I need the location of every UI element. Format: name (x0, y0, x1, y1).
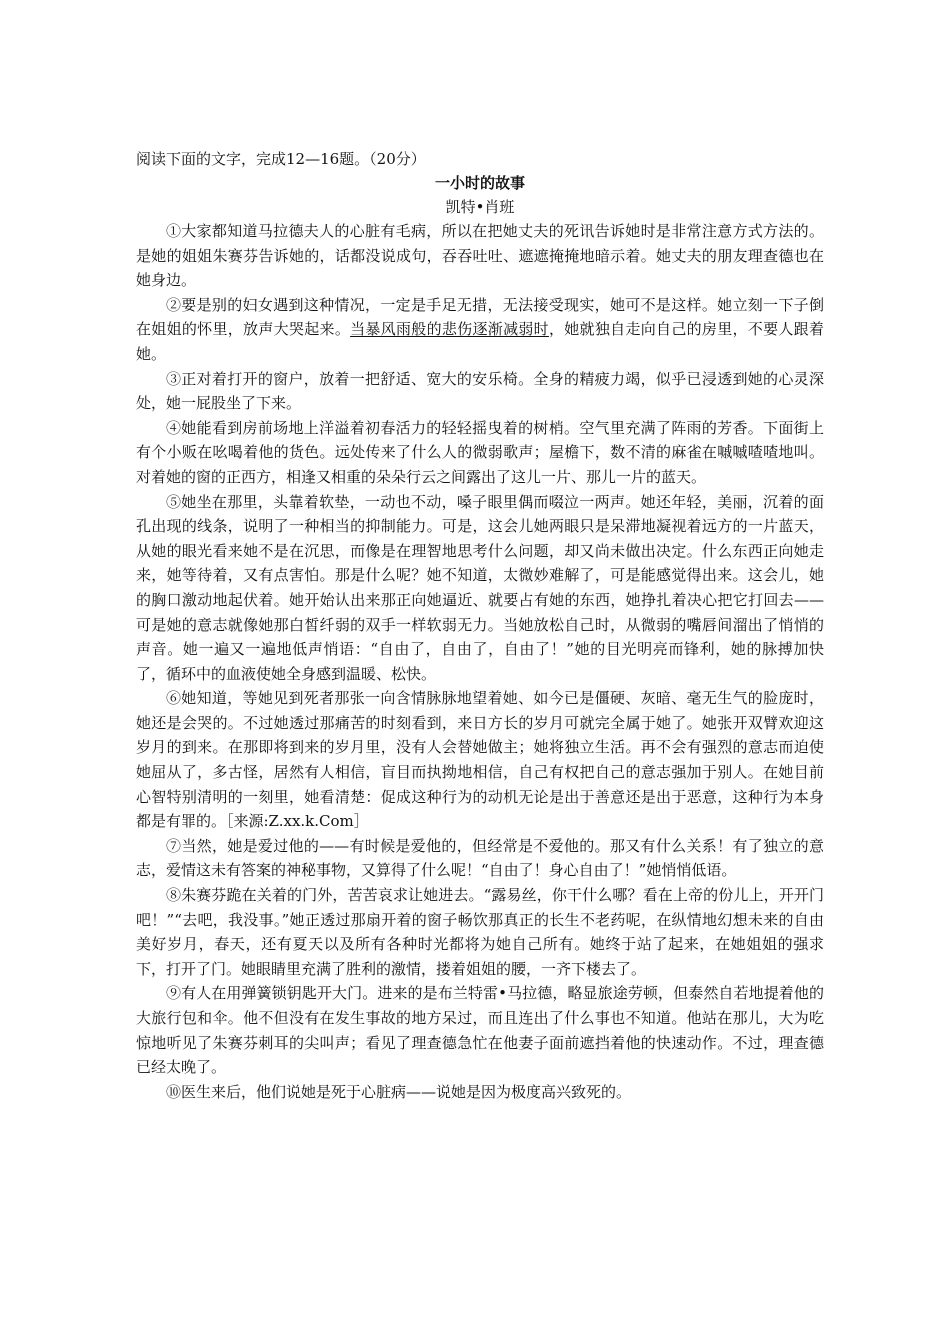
paragraph-8: ⑧朱赛芬跪在关着的门外，苦苦哀求让她进去。“露易丝，你干什么哪？看在上帝的份儿上，开开门吧！”“去吧，我没事。”她正透过那扇开着的窗子畅饮那真正的长生不老药呢，在纵情地幻想未来的自由美好岁月，春天，还有夏天以及所有各种时光都将为她自己所有。她终于站了起来，在她姐姐的强求下，打开了门。她眼睛里充满了胜利的激情，搂着姐姐的腰，一齐下楼去了。 (136, 886, 824, 978)
paragraph-7: ⑦当然，她是爱过他的——有时候是爱他的，但经常是不爱他的。那又有什么关系！有了独立的意志，爱情这未有答案的神秘事物，又算得了什么呢！“自由了！身心自由了！”她悄悄低语。 (136, 836, 824, 880)
story-title: 一小时的故事 (434, 174, 525, 192)
paragraph-6: ⑥她知道，等她见到死者那张一向含情脉脉地望着她、如今已是僵硬、灰暗、毫无生气的脸庞时，她还是会哭的。不过她透过那痛苦的时刻看到，来日方长的岁月可就完全属于她了。她张开双臂欢迎这岁月的到来。在那即将到来的岁月里，没有人会替她做主；她将独立生活。再不会有强烈的意志而迫使她屈从了，多古怪，居然有人相信，盲目而执拗地相信，自己有权把自己的意志强加于别人。在她目前心智特别清明的一刻里，她看清楚：促成这种行为的动机无论是出于善意还是出于恶意，这种行为本身都是有罪的。［来源:Z.xx.k.Com］ (136, 689, 824, 831)
paragraph-2 (136, 293, 824, 367)
document-page (136, 147, 824, 1104)
paragraph-1: ①大家都知道马拉德夫人的心脏有毛病，所以在把她丈夫的死讯告诉她时是非常注意方式方法的。是她的姐姐朱赛芬告诉她的，话都没说成句，吞吞吐吐、遮遮掩掩地暗示着。她丈夫的朋友理查德也在她身边。 (136, 222, 824, 290)
paragraph-3: ③正对着打开的窗户，放着一把舒适、宽大的安乐椅。全身的精疲力竭，似乎已浸透到她的心灵深处，她一屁股坐了下来。 (136, 369, 824, 413)
question-instruction: 阅读下面的文字，完成12—16题。（20分） (136, 150, 426, 168)
underlined-sentence: 当暴风雨般的悲伤逐渐减弱时 (350, 320, 549, 339)
story-author: 凯特•肖班 (445, 198, 515, 216)
paragraph-9: ⑨有人在用弹簧锁钥匙开大门。进来的是布兰特雷•马拉德，略显旅途劳顿，但泰然自若地提着他的大旅行包和伞。他不但没有在发生事故的地方呆过，而且连出了什么事也不知道。他站在那儿，大为吃惊地听见了朱赛芬刺耳的尖叫声；看见了理查德急忙在他妻子面前遮挡着他的快速动作。不过，理查德已经太晚了。 (136, 984, 824, 1077)
paragraph-2-text-before: ②要是别的妇女遇到这种情况，一定是手足无措，无法接受现实，她可不是这样。她立刻一下子倒在姐姐的怀里，放声大哭起来。 (136, 295, 824, 339)
paragraph-2-text-after: ，她就独自走向自己的房里，不要人跟着她。 (136, 320, 824, 363)
paragraph-10: ⑩医生来后，他们说她是死于心脏病——说她是因为极度高兴致死的。 (166, 1082, 632, 1101)
paragraph-4: ④她能看到房前场地上洋溢着初春活力的轻轻摇曳着的树梢。空气里充满了阵雨的芳香。下面街上有个小贩在吆喝着他的货色。远处传来了什么人的微弱歌声；屋檐下，数不清的麻雀在嘁嘁喳喳地叫。对着她的窗的正西方，相逢又相重的朵朵行云之间露出了这儿一片、那儿一片的蓝天。 (136, 418, 824, 486)
paragraph-5: ⑤她坐在那里，头靠着软垫，一动也不动，嗓子眼里偶而啜泣一两声。她还年轻，美丽，沉着的面孔出现的线条，说明了一种相当的抑制能力。可是，这会儿她两眼只是呆滞地凝视着远方的一片蓝天，从她的眼光看来她不是在沉思，而像是在理智地思考什么问题，却又尚未做出决定。什么东西正向她走来，她等待着，又有点害怕。那是什么呢？她不知道，太微妙难解了，可是能感觉得出来。这会儿，她的胸口激动地起伏着。她开始认出来那正向她逼近、就要占有她的东西，她挣扎着决心把它打回去——可是她的意志就像她那白皙纤弱的双手一样软弱无力。当她放松自己时，从微弱的嘴唇间溜出了悄悄的声音。她一遍又一遍地低声悄语：“自由了，自由了，自由了！”她的目光明亮而锋利，她的脉搏加快了，循环中的血液使她全身感到温暖、松快。 (136, 492, 824, 683)
